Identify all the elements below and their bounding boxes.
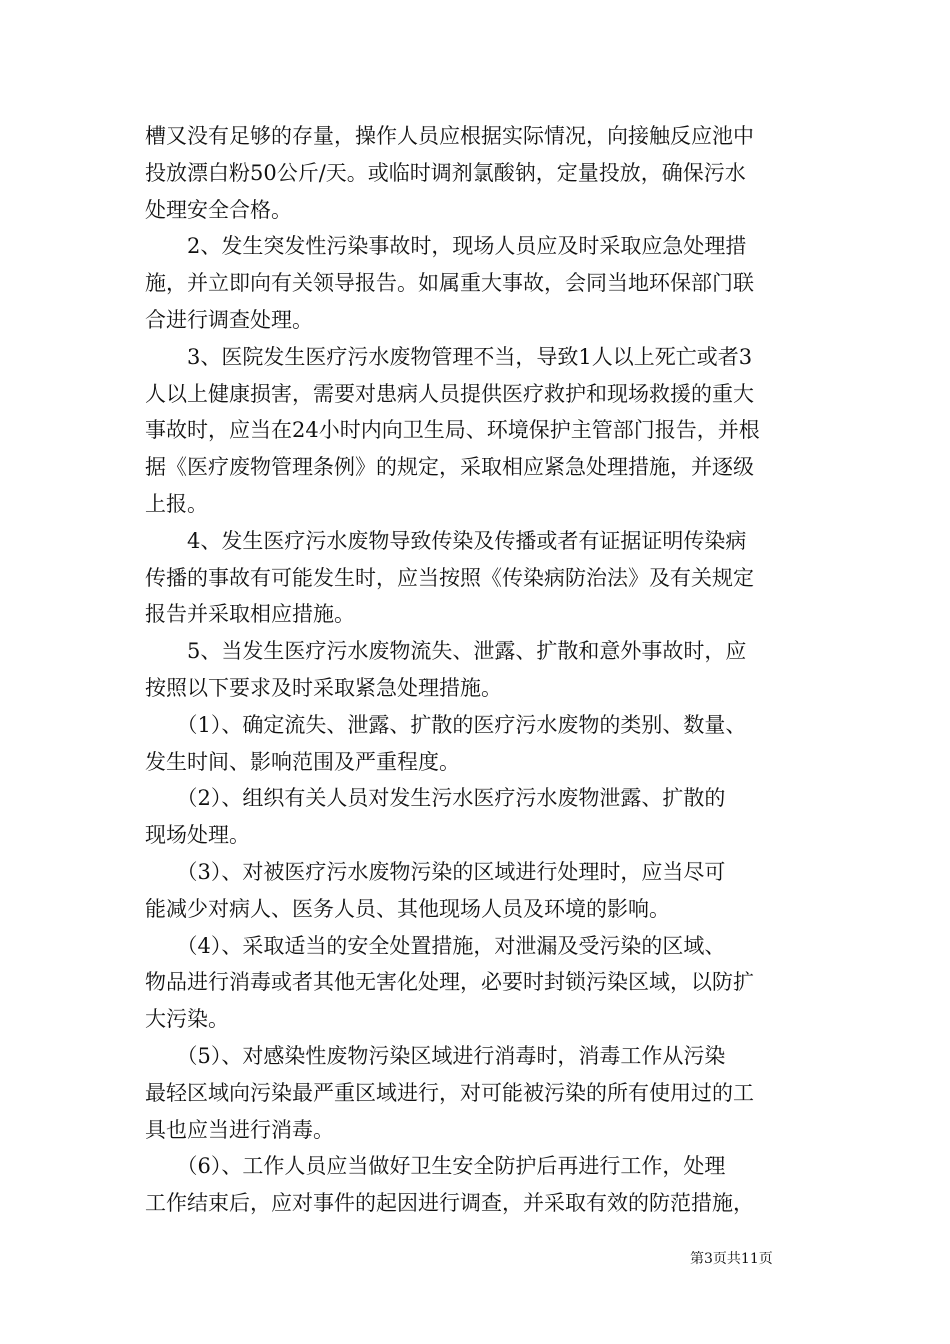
text-line: （6）、工作人员应当做好卫生安全防护后再进行工作，处理 bbox=[145, 1154, 726, 1179]
text-line: 传播的事故有可能发生时，应当按照《传染病防治法》及有关规定 bbox=[145, 565, 754, 590]
text-line: 具也应当进行消毒。 bbox=[145, 1117, 334, 1142]
text-line: 3、医院发生医疗污水废物管理不当，导致1人以上死亡或者3 bbox=[145, 344, 753, 369]
text-line: 发生时间、影响范围及严重程度。 bbox=[145, 749, 460, 774]
text-line: （5）、对感染性废物污染区域进行消毒时，消毒工作从污染 bbox=[145, 1043, 726, 1068]
text-line: 能减少对病人、医务人员、其他现场人员及环境的影响。 bbox=[145, 896, 670, 921]
text-line: 处理安全合格。 bbox=[145, 197, 292, 222]
text-line: 大污染。 bbox=[145, 1007, 229, 1032]
text-line: 现场处理。 bbox=[145, 823, 250, 848]
text-line: （1）、确定流失、泄露、扩散的医疗污水废物的类别、数量、 bbox=[145, 712, 747, 737]
text-line: 物品进行消毒或者其他无害化处理，必要时封锁污染区域，以防扩 bbox=[145, 970, 754, 995]
text-line: 事故时，应当在24小时内向卫生局、环境保护主管部门报告，并根 bbox=[145, 418, 760, 443]
text-line: 报告并采取相应措施。 bbox=[145, 602, 355, 627]
text-line: 投放漂白粉50公斤/天。或临时调剂氯酸钠，定量投放，确保污水 bbox=[145, 160, 746, 185]
text-line: 2、发生突发性污染事故时，现场人员应及时采取应急处理措 bbox=[145, 234, 747, 259]
text-line: 上报。 bbox=[145, 491, 208, 516]
text-line: （3）、对被医疗污水废物污染的区域进行处理时，应当尽可 bbox=[145, 859, 726, 884]
text-line: 工作结束后，应对事件的起因进行调查，并采取有效的防范措施， bbox=[145, 1191, 754, 1216]
text-line: 合进行调查处理。 bbox=[145, 307, 313, 332]
text-line: 5、当发生医疗污水废物流失、泄露、扩散和意外事故时，应 bbox=[145, 639, 747, 664]
text-line: 施，并立即向有关领导报告。如属重大事故，会同当地环保部门联 bbox=[145, 271, 754, 296]
text-line: （4）、采取适当的安全处置措施，对泄漏及受污染的区域、 bbox=[145, 933, 726, 958]
document-body bbox=[145, 118, 815, 1222]
page-number-footer: 第3页共11页 bbox=[690, 1251, 773, 1267]
text-line: 4、发生医疗污水废物导致传染及传播或者有证据证明传染病 bbox=[145, 528, 747, 553]
text-line: 槽又没有足够的存量，操作人员应根据实际情况，向接触反应池中 bbox=[145, 124, 754, 148]
text-line: 人以上健康损害，需要对患病人员提供医疗救护和现场救援的重大 bbox=[145, 381, 754, 406]
text-line: 按照以下要求及时采取紧急处理措施。 bbox=[145, 675, 502, 700]
text-line: 最轻区域向污染最严重区域进行，对可能被污染的所有使用过的工 bbox=[145, 1080, 754, 1105]
text-line: 据《医疗废物管理条例》的规定，采取相应紧急处理措施，并逐级 bbox=[145, 455, 754, 480]
text-line: （2）、组织有关人员对发生污水医疗污水废物泄露、扩散的 bbox=[145, 786, 726, 811]
